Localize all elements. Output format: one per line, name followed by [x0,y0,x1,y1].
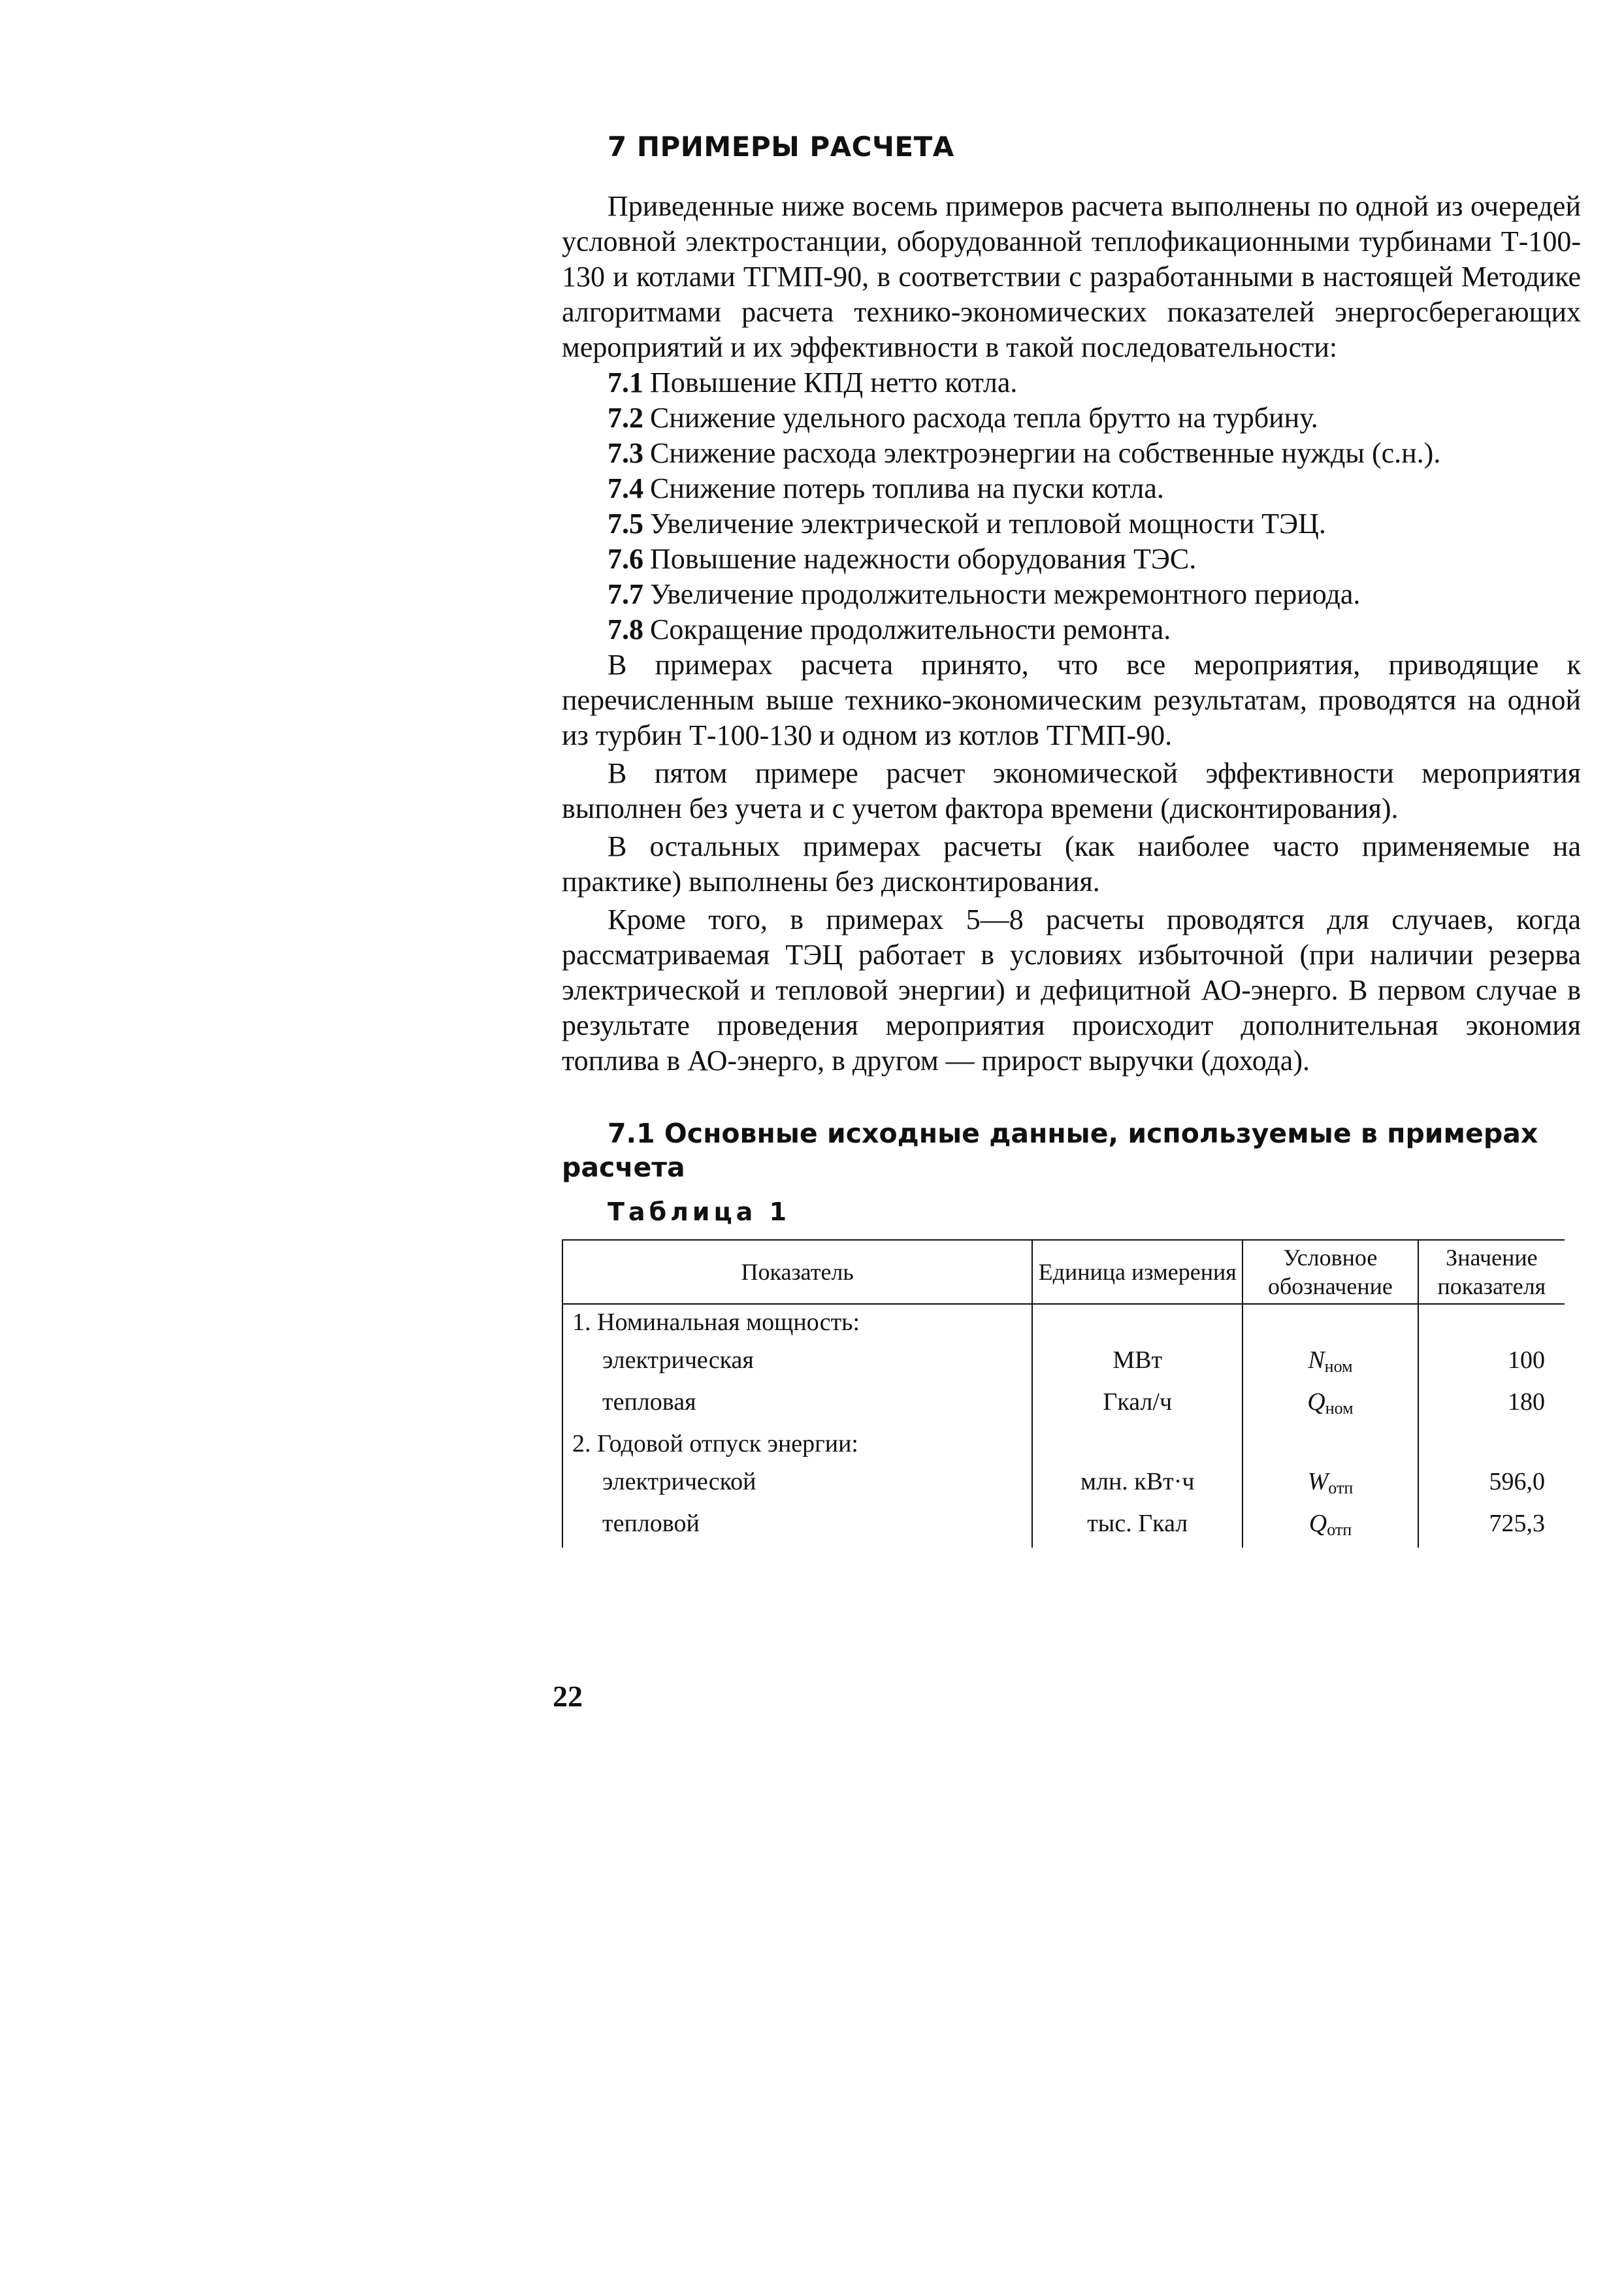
list-item [562,400,1581,436]
cell-value: 725,3 [1418,1506,1565,1548]
cell-value [1418,1304,1565,1342]
cell-symbol [1242,1464,1418,1506]
list-item-number: 7.4 [608,472,643,504]
cell-indicator: электрической [562,1464,1032,1506]
cell-value: 596,0 [1418,1464,1565,1506]
symbol-subscript: ном [1325,1399,1354,1418]
subsection-heading: 7.1 Основные исходные данные, используемые в примерах расчета [562,1118,1538,1183]
cell-indicator: 2. Годовой отпуск энергии: [562,1426,1032,1464]
list-item [562,542,1581,577]
symbol-subscript: отп [1327,1520,1352,1539]
symbol-letter: N [1308,1346,1325,1374]
list-item-number: 7.6 [608,543,643,575]
list-item-text: Снижение потерь топлива на пуски котла. [650,472,1164,504]
paragraph-surplus-deficit: Кроме того, в примерах 5—8 расчеты проводятся для случаев, когда рассматриваемая ТЭЦ работает в условиях избыточной (при наличии резерва электрической и тепловой энергии) и дефицитной АО-энерго. В первом случае в результате проведения мероприятия происходит дополнительная экономия топлива в АО-энерго, в другом — прирост выручки (дохода). [562,903,1581,1077]
column-header-symbol: Условное обозначение [1242,1240,1418,1304]
list-item-text: Сокращение продолжительности ремонта. [650,613,1171,645]
intro-paragraph: Приведенные ниже восемь примеров расчета выполнены по одной из очередей условной электростанции, оборудованной теплофикационными турбинами Т-100-130 и котлами ТГМП-90, в соответствии с разработанными в настоящей Методике алгоритмами расчета технико-экономических показателей энергосберегающих мероприятий и их эффективности в такой последовательности: [562,190,1581,363]
list-item [562,577,1581,612]
table-row [562,1506,1565,1548]
table-row [562,1384,1565,1426]
list-item-text: Снижение расхода электроэнергии на собственные нужды (с.н.). [650,437,1441,469]
cell-unit [1032,1426,1242,1464]
table-row [562,1464,1565,1506]
cell-unit: тыс. Гкал [1032,1506,1242,1548]
cell-indicator: 1. Номинальная мощность: [562,1304,1032,1342]
cell-symbol [1242,1426,1418,1464]
page-number: 22 [553,1680,583,1713]
paragraph-no-discounting: В остальных примерах расчеты (как наиболее часто применяемые на практике) выполнены без дисконтирования. [562,830,1581,898]
list-item-number: 7.7 [608,578,643,610]
column-header-value: Значение показателя [1418,1240,1565,1304]
symbol-letter: Q [1307,1388,1325,1416]
list-item-number: 7.8 [608,613,643,645]
symbol-letter: Q [1308,1510,1327,1537]
list-item-text: Увеличение продолжительности межремонтного периода. [650,578,1361,610]
symbol-subscript: ном [1324,1357,1353,1376]
list-item [562,471,1581,506]
body-text [562,189,1581,1079]
list-item [562,612,1581,647]
list-item-text: Повышение надежности оборудования ТЭС. [650,543,1197,575]
paragraph-assumption: В примерах расчета принято, что все мероприятия, приводящие к перечисленным выше технико-экономическим результатам, проводятся на одной из турбин Т-100-130 и одном из котлов ТГМП-90. [562,649,1581,751]
table-row [562,1342,1565,1384]
list-item [562,365,1581,400]
table-row [562,1426,1565,1464]
cell-unit [1032,1304,1242,1342]
list-item-text: Увеличение электрической и тепловой мощности ТЭЦ. [650,508,1326,540]
cell-symbol [1242,1342,1418,1384]
cell-value: 180 [1418,1384,1565,1426]
cell-unit: Гкал/ч [1032,1384,1242,1426]
cell-indicator: тепловая [562,1384,1032,1426]
cell-indicator: тепловой [562,1506,1032,1548]
table-header-row [562,1240,1565,1304]
list-item-number: 7.3 [608,437,643,469]
list-item [562,436,1581,471]
cell-value [1418,1426,1565,1464]
list-item-number: 7.2 [608,402,643,434]
table-caption: Таблица 1 [608,1197,791,1226]
source-data-table [562,1239,1565,1548]
list-item-text: Снижение удельного расхода тепла брутто на турбину. [650,402,1318,434]
list-item [562,506,1581,542]
cell-value: 100 [1418,1342,1565,1384]
section-heading: 7 ПРИМЕРЫ РАСЧЕТА [608,131,954,163]
cell-symbol [1242,1304,1418,1342]
cell-unit: млн. кВт·ч [1032,1464,1242,1506]
cell-indicator: электрическая [562,1342,1032,1384]
cell-symbol [1242,1384,1418,1426]
paragraph-discounting: В пятом примере расчет экономической эффективности мероприятия выполнен без учета и с учетом фактора времени (дисконтирования). [562,757,1581,824]
symbol-subscript: отп [1328,1478,1354,1497]
column-header-indicator: Показатель [562,1240,1032,1304]
symbol-letter: W [1307,1468,1329,1495]
list-item-number: 7.1 [608,366,643,398]
cell-unit: МВт [1032,1342,1242,1384]
list-item-text: Повышение КПД нетто котла. [650,366,1018,398]
list-item-number: 7.5 [608,508,643,540]
examples-list [562,365,1581,647]
page-content [562,131,1581,1548]
column-header-unit: Единица измерения [1032,1240,1242,1304]
cell-symbol [1242,1506,1418,1548]
table-row [562,1304,1565,1342]
